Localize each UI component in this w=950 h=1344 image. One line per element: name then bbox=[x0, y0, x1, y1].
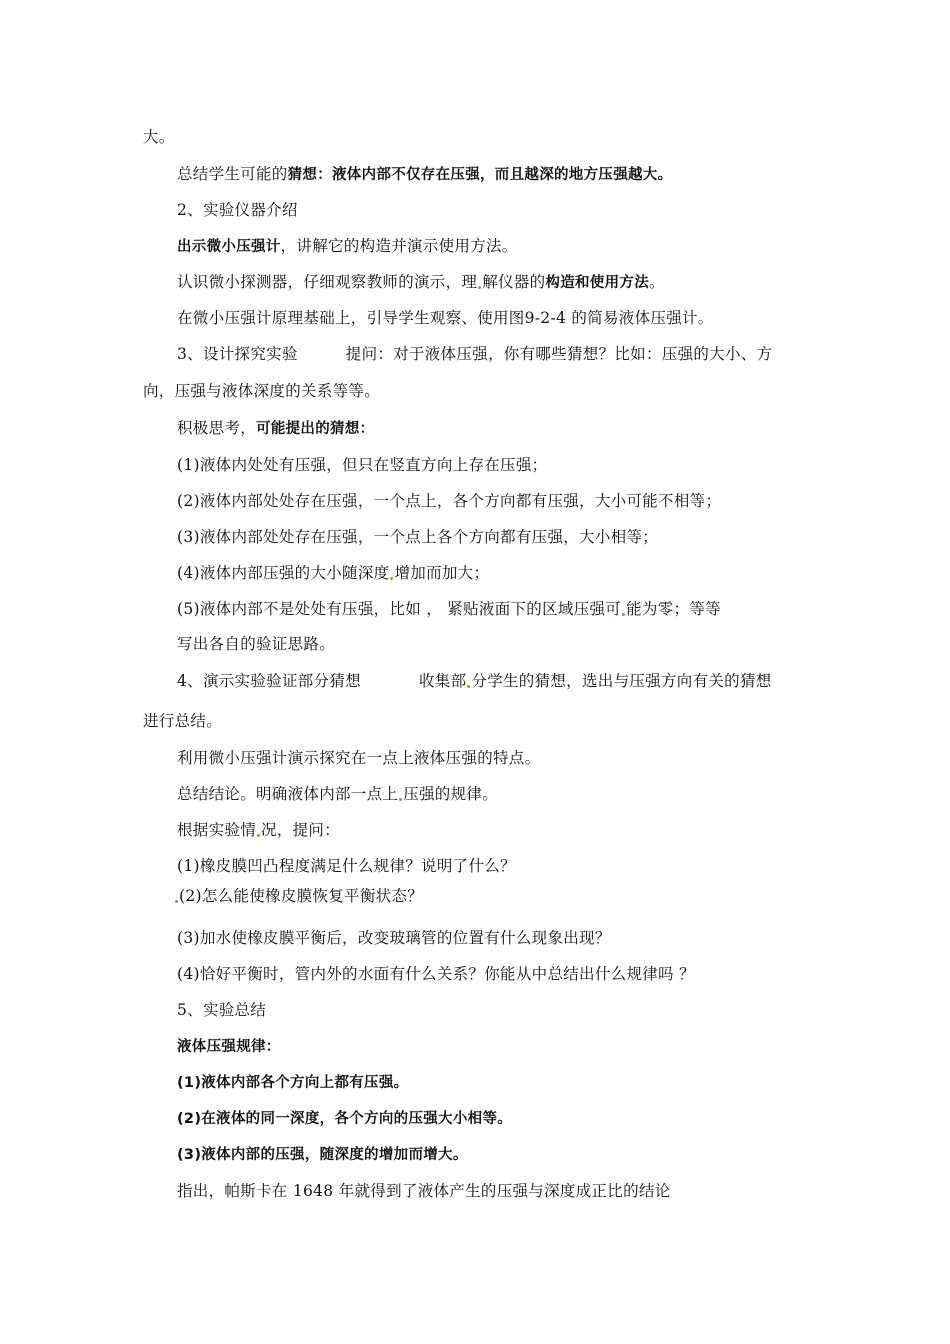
bold-heading: 液体压强规律： bbox=[177, 1039, 281, 1055]
section-heading: 3、设计探究实验 提问：对于液体压强，你有哪些猜想？比如：压强的大小、方 bbox=[177, 345, 773, 363]
text-line: 积极思考，可能提出的猜想： bbox=[177, 419, 375, 437]
section-heading: 2、实验仪器介绍 bbox=[177, 201, 298, 219]
text-line: 大。 bbox=[143, 128, 175, 146]
list-item: (1)液体内处处有压强，但只在竖直方向上存在压强； bbox=[177, 456, 548, 474]
list-item: (3)加水使橡皮膜平衡后，改变玻璃管的位置有什么现象出现？ bbox=[177, 929, 611, 947]
stray-mark bbox=[399, 798, 402, 801]
text-line: 根据实验情 况，提问： bbox=[177, 821, 341, 839]
list-item: (4)液体内部压强的大小随深度 增加而加大； bbox=[177, 564, 490, 582]
stray-mark bbox=[478, 286, 481, 289]
text-line: 写出各自的验证思路。 bbox=[177, 635, 336, 653]
list-item: (5)液体内部不是处处有压强，比如 ， 紧贴液面下的区域压强可 能为零；等等 bbox=[177, 600, 721, 618]
stray-mark bbox=[175, 900, 178, 903]
text-line: 指出，帕斯卡在 1648 年就得到了液体产生的压强与深度成正比的结论 bbox=[177, 1182, 671, 1200]
section-heading: 4、演示实验验证部分猜想 收集部 分学生的猜想，选出与压强方向有关的猜想 bbox=[177, 672, 772, 690]
bold-list-item: (1)液体内部各个方向上都有压强。 bbox=[177, 1075, 409, 1091]
text-line: 在微小压强计原理基础上，引导学生观察、使用图9-2-4 的简易液体压强计。 bbox=[177, 309, 714, 327]
text-line: 认识微小探测器，仔细观察教师的演示，理 解仪器的构造和使用方法。 bbox=[177, 273, 665, 291]
text-line: 进行总结。 bbox=[143, 712, 223, 730]
bold-text: 出示微小压强计 bbox=[177, 239, 281, 255]
stray-mark bbox=[257, 834, 260, 837]
section-heading: 5、实验总结 bbox=[177, 1001, 267, 1019]
list-item: (1)橡皮膜凹凸程度满足什么规律？说明了什么？ bbox=[177, 857, 516, 875]
stray-mark bbox=[467, 685, 470, 688]
text-line: 总结学生可能的猜想：液体内部不仅存在压强，而且越深的地方压强越大。 bbox=[177, 165, 673, 183]
bold-text: 猜想：液体内部不仅存在压强，而且越深的地方压强越大。 bbox=[287, 167, 673, 183]
list-item: (2)液体内部处处存在压强，一个点上，各个方向都有压强，大小可能不相等； bbox=[177, 492, 722, 510]
bold-text: 构造和使用方法 bbox=[545, 275, 650, 291]
text-line: 利用微小压强计演示探究在一点上液体压强的特点。 bbox=[177, 749, 541, 767]
text-line: 总结结论。明确液体内部一点上 压强的规律。 bbox=[177, 785, 499, 803]
bold-list-item: (2)在液体的同一深度，各个方向的压强大小相等。 bbox=[177, 1111, 513, 1127]
list-item: (2)怎么能使橡皮膜恢复平衡状态？ bbox=[174, 886, 423, 906]
text-line: 向，压强与液体深度的关系等等。 bbox=[143, 382, 381, 400]
text-line: 出示微小压强计，讲解它的构造并演示使用方法。 bbox=[177, 237, 518, 255]
bold-list-item: (3)液体内部的压强，随深度的增加而增大。 bbox=[177, 1147, 468, 1163]
stray-mark bbox=[622, 613, 625, 616]
bold-text: 可能提出的猜想： bbox=[256, 421, 375, 437]
list-item: (3)液体内部处处存在压强，一个点上各个方向都有压强，大小相等； bbox=[177, 528, 659, 546]
list-item: (4)恰好平衡时，管内外的水面有什么关系？你能从中总结出什么规律吗 ？ bbox=[177, 965, 695, 983]
